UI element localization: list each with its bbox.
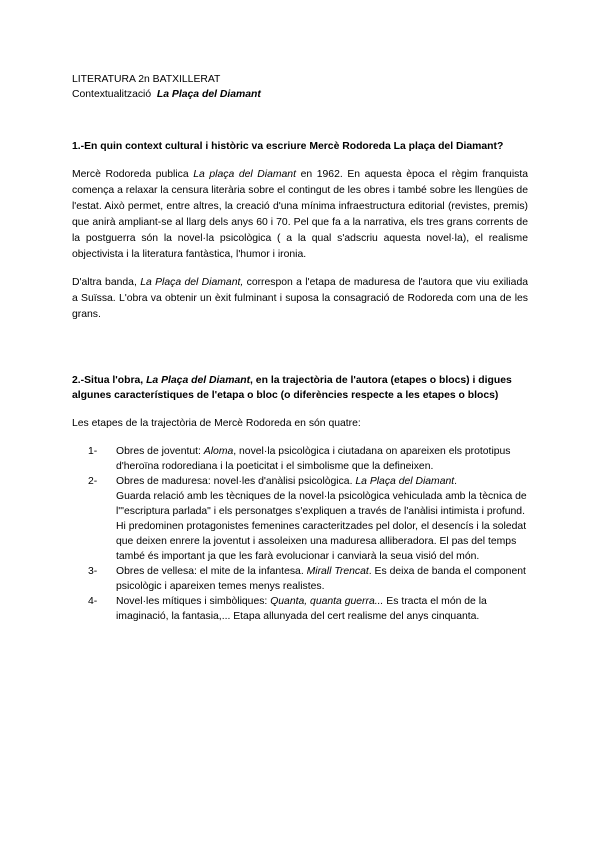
list-item-text: Obres de maduresa: novel·les d'anàlisi psicològica. [116,476,356,487]
list-item-text: . Es deixa de banda el component psicològic i apareixen temes menys realistes. [116,566,526,592]
question-1: 1.-En quin context cultural i històric va escriure Mercè Rodoreda La plaça del Diamant? [72,141,504,152]
list-item [72,444,528,474]
stages-intro: Les etapes de la trajectòria de Mercè Rodoreda en són quatre: [72,418,361,429]
list-item-detail: Guarda relació amb les tècniques de la novel·la psicològica vehiculada amb la tècnica de l'"escriptura parlada" i els personatges s'expliquen a través de l'anàlisi intimista i profund. [116,491,527,517]
course-title: LITERATURA 2n BATXILLERAT [72,74,221,85]
list-item-book-title: La Plaça del Diamant [355,476,455,487]
list-item-text: , novel·la psicològica i ciutadana on apareixen els prototipus d'heroïna rodorediana i la poeticitat i el simbolisme que la defineixen. [116,446,511,472]
list-item-detail: Hi predominen protagonistes femenines caracteritzades pel dolor, el desencís i la soledat que deixen enrere la joventut i assoleixen una maduresa alliberadora. El pas del temps també és important ja que les farà evolucionar i canviarà la seua visió del món. [116,521,527,562]
q1-p1-text-a: Mercè Rodoreda publica [72,169,194,180]
list-item-text: Novel·les mítiques i simbòliques: [116,596,271,607]
list-item-text: . [454,476,458,487]
q1-paragraph-1 [72,167,528,263]
q2-text-a: 2.-Situa l'obra, [72,375,147,386]
list-item-book-title: Aloma [203,446,234,457]
q2-book-title: La Plaça del Diamant [146,375,251,386]
question-2 [72,373,528,403]
document-page [72,72,528,624]
q1-paragraph-2 [72,275,528,323]
list-item [72,564,528,594]
q1-p2-text-b: correspon a l'etapa de maduresa de l'autora que viu exiliada a Suïssa. L'obra va obtenir un èxit fulminant i suposa la consagració de Rodoreda com una de les grans. [72,277,529,320]
list-item-text: Obres de vellesa: el mite de la infantesa. [116,566,307,577]
list-item-number: 3- [88,566,98,577]
list-item-text: Obres de joventut: [116,446,204,457]
list-item-number: 2- [88,476,98,487]
list-item-number: 4- [88,596,98,607]
list-item-book-title: Quanta, quanta guerra... [270,596,384,607]
subtitle-prefix: Contextualització [72,89,152,100]
q1-p2-text-a: D'altra banda, [72,277,141,288]
q1-p1-text-b: en 1962. En aquesta època el règim franquista comença a relaxar la censura literària sobre el contingut de les obres i també sobre les llengües de l'estat. Això permet, entre altres, la creació d'una mínima infraestructura editorial (revistes, premis) que anirà ampliant-se al llarg dels anys 60 i 70. Pel que fa a la narrativa, els tres grans corrents de la postguerra són la novel·la psicològica ( a la qual s'adscriu aquesta novel·la), el realisme objectivista i la literatura fantàstica, l'humor i ironia. [72,169,529,260]
q2-text-b: , en la trajectòria de l'autora (etapes o blocs) i digues algunes característiques de l'etapa o bloc (o diferències respecte a les etapes o blocs) [72,375,512,401]
q1-p2-book-title: La Plaça del Diamant, [140,277,244,288]
list-item [72,594,528,624]
list-item-number: 1- [88,446,98,457]
stages-list [72,444,528,624]
list-item-book-title: Mirall Trencat [306,566,369,577]
q1-p1-book-title: La plaça del Diamant [193,169,296,180]
subtitle-book-title: La Plaça del Diamant [156,89,261,100]
document-subtitle [72,87,528,102]
list-item [72,474,528,564]
list-item-text: Es tracta el món de la imaginació, la fantasia,... Etapa allunyada del cert realisme del anys cinquanta. [116,596,487,622]
